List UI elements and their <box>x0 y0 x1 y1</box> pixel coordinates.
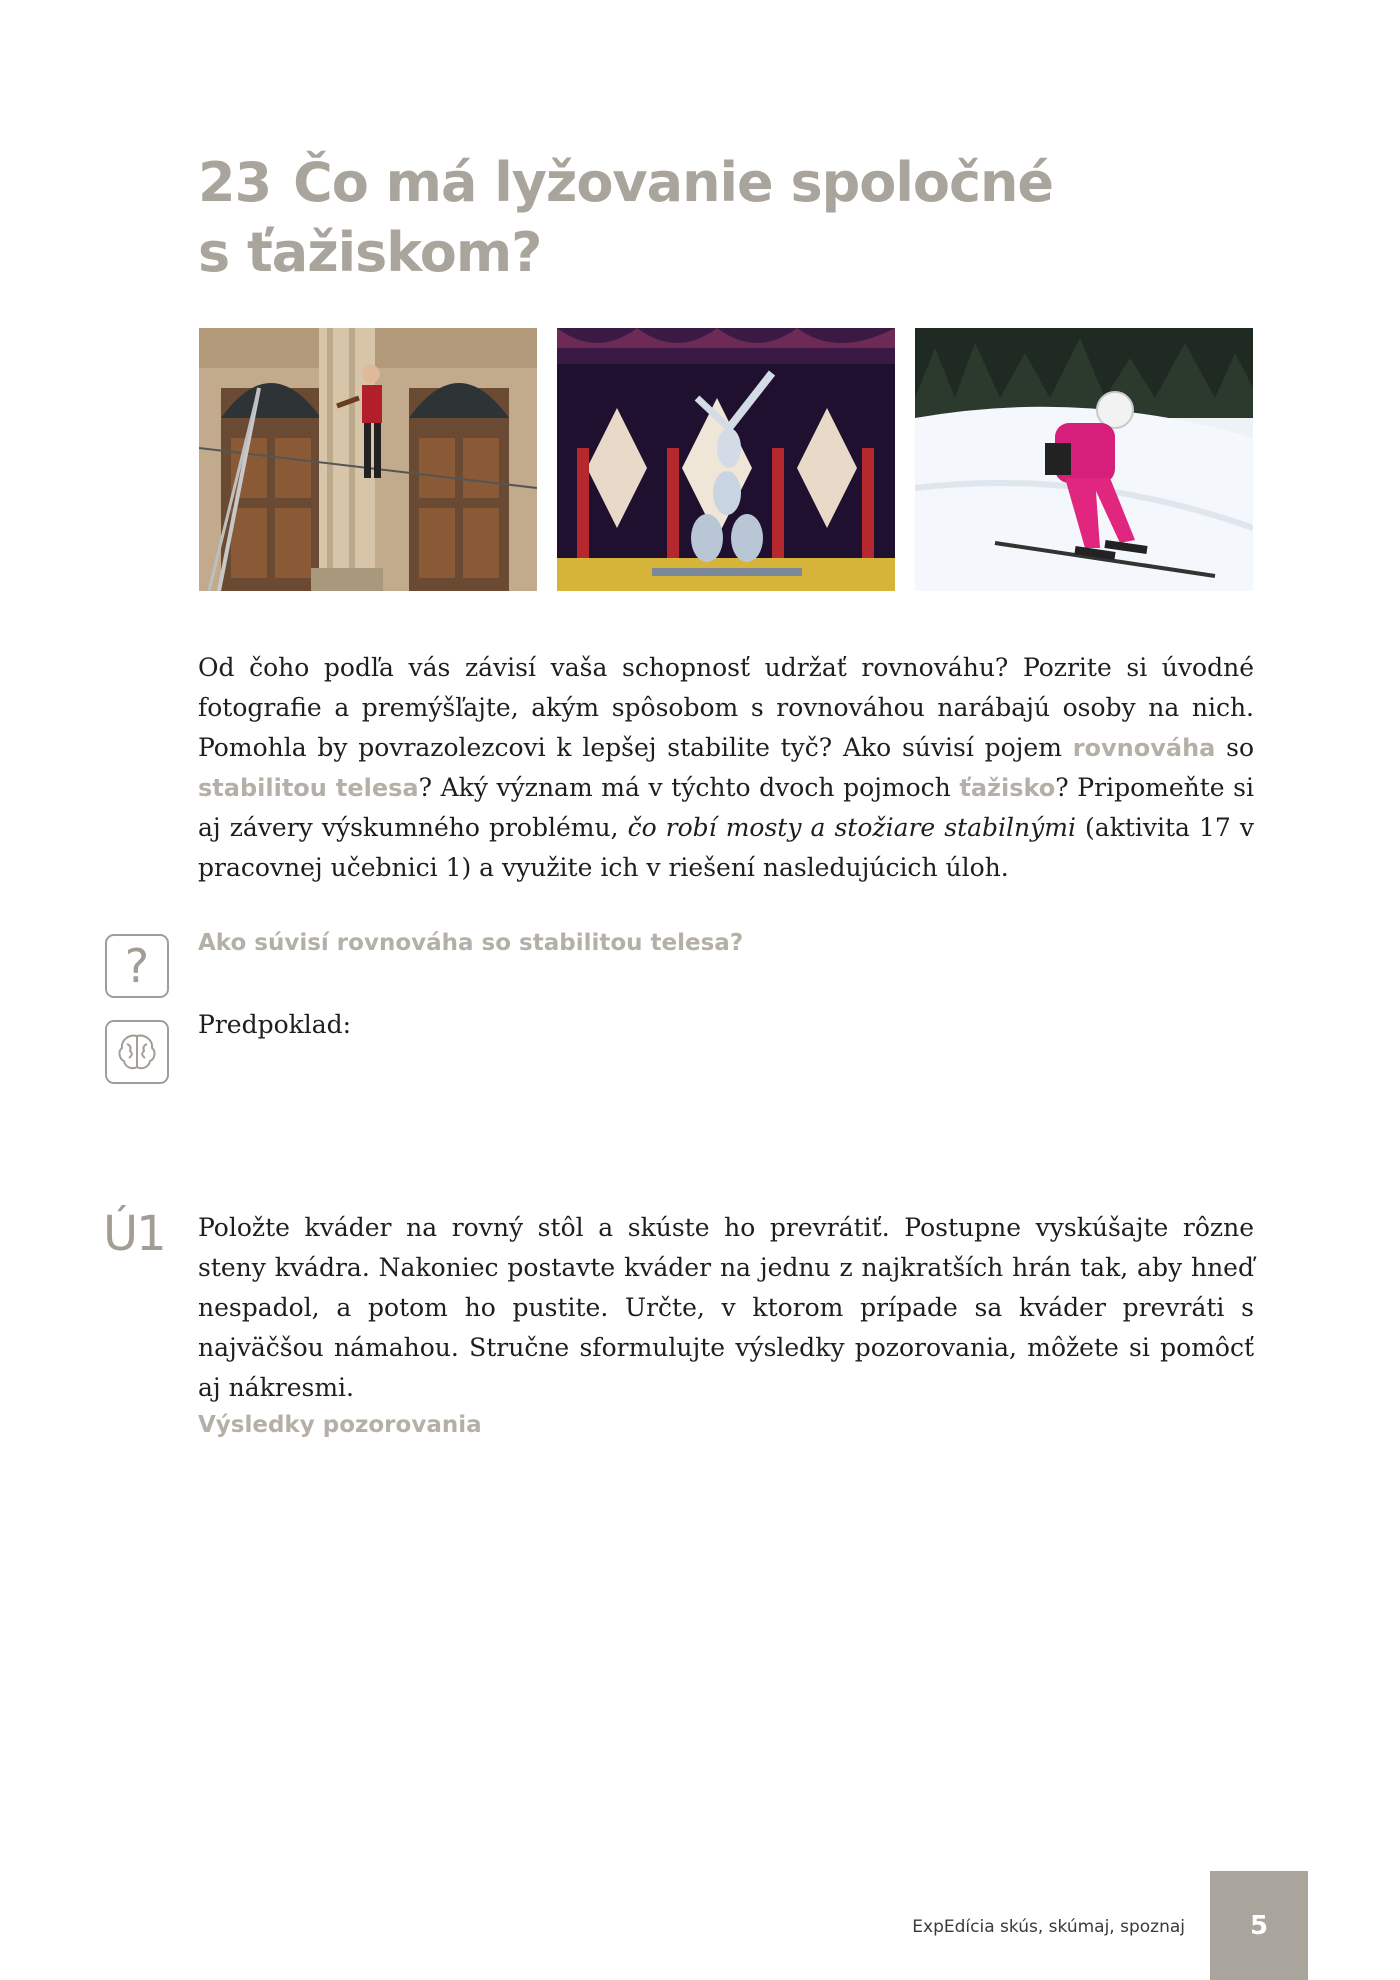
keyword-stabilita-telesa: stabilitou telesa <box>198 774 419 802</box>
intro-text-5: (aktivita 17 v pracovnej učebnici 1) a využite ich v riešení nasledujúcich úloh. <box>198 813 1254 882</box>
footer-series-title: ExpEdícia skús, skúmaj, spoznaj <box>912 1917 1185 1937</box>
photo-skier <box>915 328 1253 591</box>
task-label: Ú1 <box>103 1206 165 1262</box>
title-line-2: s ťažiskom? <box>198 221 542 284</box>
question-icon <box>105 934 169 998</box>
intro-text-3: ? Aký význam má v týchto dvoch pojmoch <box>418 773 960 802</box>
page-number: 5 <box>1249 1910 1269 1941</box>
intro-italic-reference: čo robí mosty a stožiare stabilnými <box>627 813 1076 842</box>
research-question: Ako súvisí rovnováha so stabilitou telesa? <box>198 930 744 956</box>
results-heading: Výsledky pozorovania <box>198 1412 482 1438</box>
intro-text-2: so <box>1215 733 1255 762</box>
intro-paragraph <box>198 648 1254 888</box>
question-mark-glyph: ? <box>124 939 150 993</box>
brain-icon <box>105 1020 169 1084</box>
photo-acrobats <box>557 328 895 591</box>
page-title <box>198 148 1198 288</box>
task-text: Položte kváder na rovný stôl a skúste ho prevrátiť. Postupne vyskúšajte rôzne steny kvádra. Nakoniec postavte kváder na jednu z najkratších hrán tak, aby hneď nespadol, a potom ho pustite. Určte, v ktorom prípade sa kváder prevráti s najväčšou námahou. Stručne sformulujte výsledky pozorovania, môžete si pomôcť aj nákresmi. <box>198 1213 1254 1402</box>
photo-tightrope-walker <box>199 328 537 591</box>
chapter-number: 23 <box>198 151 272 214</box>
keyword-rovnovaha: rovnováha <box>1072 734 1216 762</box>
intro-text-1: Od čoho podľa vás závisí vaša schopnosť udržať rovnováhu? Pozrite si úvodné fotografie a premýšľajte, akým spôsobom s rovnováhou narábajú osoby na nich. Pomohla by povrazolezcovi k lepšej stabilite tyč? Ako súvisí pojem <box>198 653 1254 762</box>
intro-text-4: ? Pripomeňte si aj závery výskumného problému, <box>198 773 1254 842</box>
title-line-1: Čo má lyžovanie spoločné <box>293 151 1054 214</box>
photo-strip <box>199 328 1254 591</box>
page-number-box <box>1210 1871 1308 1980</box>
hypothesis-label: Predpoklad: <box>198 1010 352 1039</box>
keyword-tazisko: ťažisko <box>959 774 1056 802</box>
